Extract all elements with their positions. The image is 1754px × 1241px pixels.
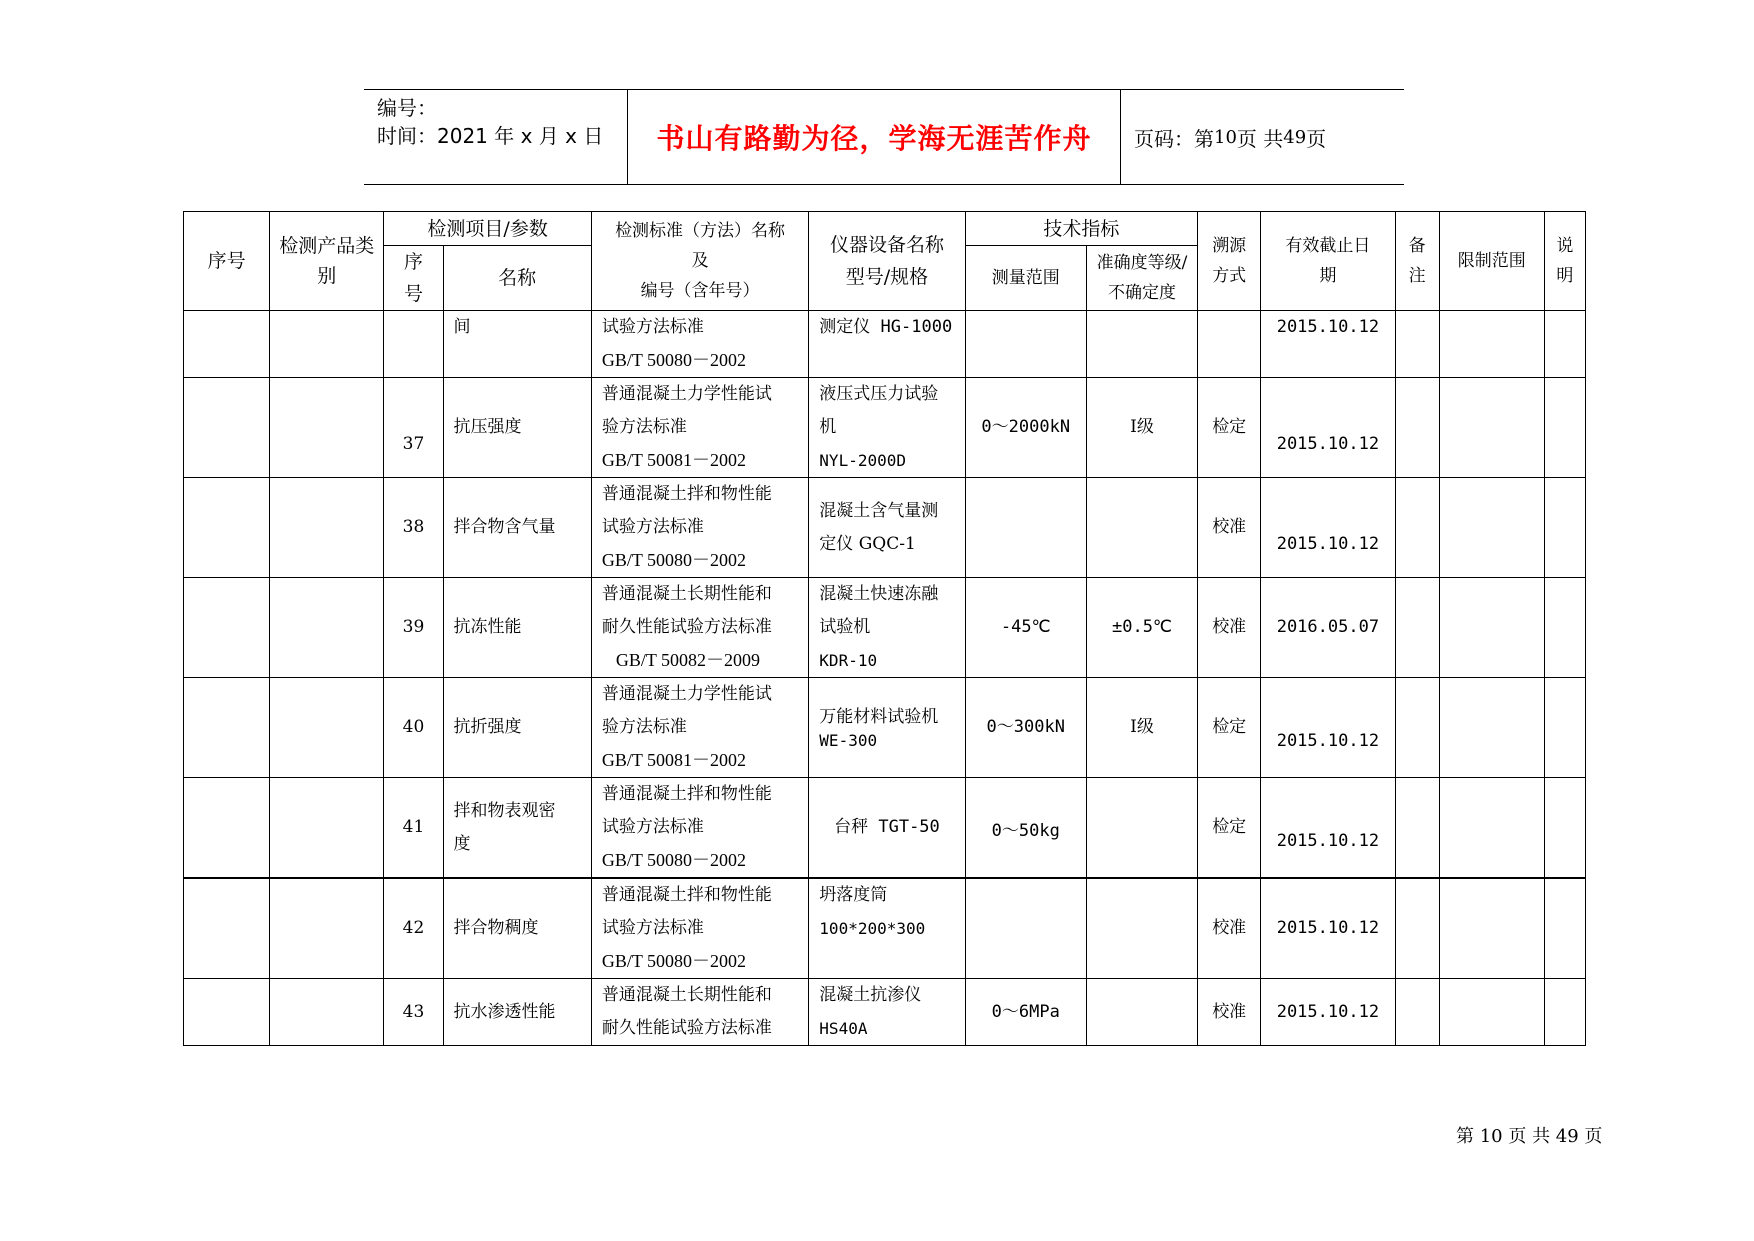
cell-date: 2015.10.12 bbox=[1261, 311, 1395, 378]
cell-accuracy bbox=[1086, 311, 1197, 378]
cell-explain bbox=[1544, 878, 1585, 979]
cell-item-no: 38 bbox=[384, 478, 443, 578]
standard-code: GB/T 50080－2002 bbox=[601, 850, 747, 870]
cell-limit bbox=[1439, 878, 1544, 979]
cell-range: 0～6MPa bbox=[965, 979, 1086, 1046]
table-row bbox=[184, 311, 1586, 378]
instrument-line: 万能材料试验机 bbox=[819, 706, 939, 727]
page-indicator bbox=[1121, 90, 1404, 184]
cell-note bbox=[1395, 578, 1439, 678]
standard-line: 验方法标准 bbox=[601, 417, 687, 437]
cell-instrument: 台秤 TGT-50 bbox=[809, 778, 965, 879]
standard-line: 普通混凝土拌和物性能 bbox=[601, 484, 772, 504]
cell-accuracy bbox=[1086, 979, 1197, 1046]
cell-instrument bbox=[809, 878, 965, 979]
col-header-standard bbox=[591, 212, 808, 311]
cell-standard bbox=[591, 311, 808, 378]
cell-trace: 校准 bbox=[1198, 478, 1261, 578]
cell-note bbox=[1395, 878, 1439, 979]
instrument-header-line1: 仪器设备名称 bbox=[829, 234, 944, 256]
col-header-tech: 技术指标 bbox=[965, 212, 1198, 246]
standard-line: 试验方法标准 bbox=[601, 317, 704, 337]
instrument-line: 测定仪 HG-1000 bbox=[819, 317, 953, 337]
table-row bbox=[184, 979, 1586, 1046]
standard-header-line2: 及 bbox=[691, 251, 709, 271]
col-header-seq: 序号 bbox=[184, 212, 270, 311]
standard-line: 普通混凝土力学性能试 bbox=[601, 684, 772, 704]
instrument-line: 混凝土含气量测 bbox=[819, 500, 939, 521]
document-header bbox=[364, 89, 1404, 185]
time-label: 时间：2021 年 x 月 x 日 bbox=[377, 124, 604, 148]
cell-date: 2015.10.12 bbox=[1261, 778, 1395, 879]
cell-note bbox=[1395, 979, 1439, 1046]
cell-standard bbox=[591, 678, 808, 778]
standard-code: GB/T 50080－2002 bbox=[601, 951, 747, 971]
cell-trace: 校准 bbox=[1198, 979, 1261, 1046]
instrument-line: 混凝土快速冻融 bbox=[819, 584, 939, 604]
col-header-instrument bbox=[809, 212, 965, 311]
cell-note bbox=[1395, 378, 1439, 478]
cell-range: 0～50kg bbox=[965, 778, 1086, 879]
cell-explain bbox=[1544, 478, 1585, 578]
cell-note bbox=[1395, 478, 1439, 578]
page-mid: 页 共 bbox=[1236, 126, 1284, 151]
page-total: 49 bbox=[1283, 126, 1307, 148]
standard-code: GB/T 50081－2002 bbox=[601, 750, 747, 770]
cell-range: -45℃ bbox=[965, 578, 1086, 678]
col-header-valid: 有效截止日期 bbox=[1261, 212, 1395, 311]
instrument-model: NYL-2000D bbox=[819, 451, 906, 470]
table-row bbox=[184, 578, 1586, 678]
cell-standard bbox=[591, 578, 808, 678]
cell-seq bbox=[184, 378, 270, 478]
cell-item-no: 39 bbox=[384, 578, 443, 678]
cell-standard bbox=[591, 979, 808, 1046]
cell-explain bbox=[1544, 378, 1585, 478]
cell-accuracy bbox=[1086, 478, 1197, 578]
cell-limit bbox=[1439, 678, 1544, 778]
standard-line: 验方法标准 bbox=[601, 717, 687, 737]
col-header-range: 测量范围 bbox=[965, 246, 1086, 311]
standard-line: 试验方法标准 bbox=[601, 817, 704, 837]
cell-category bbox=[270, 678, 384, 778]
standard-line: 普通混凝土拌和物性能 bbox=[601, 784, 772, 804]
cell-date: 2016.05.07 bbox=[1261, 578, 1395, 678]
standard-header-line3: 编号（含年号） bbox=[640, 281, 760, 301]
standard-code: GB/T 50082－2009 bbox=[615, 650, 761, 670]
instrument-model: WE-300 bbox=[819, 730, 878, 750]
cell-seq bbox=[184, 311, 270, 378]
cell-range: 0～300kN bbox=[965, 678, 1086, 778]
cell-seq bbox=[184, 478, 270, 578]
col-header-item-no: 序号 bbox=[384, 246, 443, 311]
cell-instrument bbox=[809, 578, 965, 678]
cell-category bbox=[270, 878, 384, 979]
cell-item-no: 37 bbox=[384, 378, 443, 478]
cell-standard bbox=[591, 778, 808, 879]
standard-line: 耐久性能试验方法标准 bbox=[601, 617, 772, 637]
header-meta bbox=[364, 90, 628, 184]
cell-item-name: 拌合物稠度 bbox=[443, 878, 591, 979]
cell-item-name: 抗水渗透性能 bbox=[443, 979, 591, 1046]
standard-code: GB/T 50081－2002 bbox=[601, 450, 747, 470]
cell-seq bbox=[184, 678, 270, 778]
col-header-accuracy: 准确度等级/不确定度 bbox=[1086, 246, 1197, 311]
standard-code: GB/T 50080－2002 bbox=[601, 550, 747, 570]
motto-text: 书山有路勤为径，学海无涯苦作舟 bbox=[628, 90, 1121, 184]
col-header-limit: 限制范围 bbox=[1439, 212, 1544, 311]
cell-explain bbox=[1544, 979, 1585, 1046]
instrument-model: HS40A bbox=[819, 1019, 868, 1038]
cell-category bbox=[270, 378, 384, 478]
cell-limit bbox=[1439, 311, 1544, 378]
col-header-item-name: 名称 bbox=[443, 246, 591, 311]
cell-accuracy: Ⅰ级 bbox=[1086, 378, 1197, 478]
table-row bbox=[184, 478, 1586, 578]
cell-trace: 检定 bbox=[1198, 678, 1261, 778]
cell-accuracy: Ⅰ级 bbox=[1086, 678, 1197, 778]
cell-limit bbox=[1439, 979, 1544, 1046]
instrument-line: 定仪 GQC-1 bbox=[819, 533, 916, 554]
cell-item-no: 40 bbox=[384, 678, 443, 778]
cell-standard bbox=[591, 478, 808, 578]
standard-line: 普通混凝土力学性能试 bbox=[601, 384, 772, 404]
instrument-header-line2: 型号/规格 bbox=[845, 266, 929, 288]
cell-item-no bbox=[384, 311, 443, 378]
cell-explain bbox=[1544, 778, 1585, 879]
cell-standard bbox=[591, 378, 808, 478]
standard-line: 普通混凝土长期性能和 bbox=[601, 584, 772, 604]
instrument-line: 液压式压力试验 bbox=[819, 384, 939, 404]
cell-range bbox=[965, 478, 1086, 578]
cell-instrument bbox=[809, 478, 965, 578]
cell-accuracy: ±0.5℃ bbox=[1086, 578, 1197, 678]
col-header-explain: 说明 bbox=[1544, 212, 1585, 311]
cell-category bbox=[270, 778, 384, 879]
cell-range bbox=[965, 311, 1086, 378]
cell-instrument bbox=[809, 311, 965, 378]
instrument-model: 100*200*300 bbox=[819, 919, 926, 938]
standard-header-line1: 检测标准（方法）名称 bbox=[615, 221, 786, 241]
cell-item-name: 抗折强度 bbox=[443, 678, 591, 778]
table-row bbox=[184, 678, 1586, 778]
cell-category bbox=[270, 979, 384, 1046]
cell-seq bbox=[184, 979, 270, 1046]
instrument-line: 混凝土抗渗仪 bbox=[819, 985, 922, 1005]
instrument-line: 试验机 bbox=[819, 617, 871, 637]
cell-instrument bbox=[809, 378, 965, 478]
standard-line: 试验方法标准 bbox=[601, 517, 704, 537]
cell-accuracy bbox=[1086, 778, 1197, 879]
cell-standard bbox=[591, 878, 808, 979]
cell-category bbox=[270, 311, 384, 378]
cell-date: 2015.10.12 bbox=[1261, 678, 1395, 778]
cell-instrument bbox=[809, 979, 965, 1046]
col-header-note: 备注 bbox=[1395, 212, 1439, 311]
table-row bbox=[184, 778, 1586, 879]
cell-accuracy bbox=[1086, 878, 1197, 979]
cell-trace: 检定 bbox=[1198, 378, 1261, 478]
cell-trace bbox=[1198, 311, 1261, 378]
cell-limit bbox=[1439, 578, 1544, 678]
cell-explain bbox=[1544, 311, 1585, 378]
cell-range bbox=[965, 878, 1086, 979]
cell-seq bbox=[184, 778, 270, 879]
instrument-line: 坍落度筒 bbox=[819, 885, 888, 905]
table-row bbox=[184, 378, 1586, 478]
cell-date: 2015.10.12 bbox=[1261, 878, 1395, 979]
cell-note bbox=[1395, 311, 1439, 378]
standard-line: 普通混凝土拌和物性能 bbox=[601, 885, 772, 905]
cell-limit bbox=[1439, 778, 1544, 879]
cell-item-name: 抗压强度 bbox=[443, 378, 591, 478]
cell-trace: 检定 bbox=[1198, 778, 1261, 879]
page-number: 10 bbox=[1214, 126, 1237, 148]
col-header-category: 检测产品类别 bbox=[270, 212, 384, 311]
cell-item-name: 抗冻性能 bbox=[443, 578, 591, 678]
page-footer: 第 10 页 共 49 页 bbox=[1456, 1126, 1603, 1147]
cell-date: 2015.10.12 bbox=[1261, 478, 1395, 578]
standard-line: 普通混凝土长期性能和 bbox=[601, 985, 772, 1005]
cell-limit bbox=[1439, 478, 1544, 578]
instrument-model: KDR-10 bbox=[819, 651, 878, 670]
cell-item-name: 间 bbox=[443, 311, 591, 378]
cell-trace: 校准 bbox=[1198, 878, 1261, 979]
col-header-trace: 溯源方式 bbox=[1198, 212, 1261, 311]
serial-label: 编号： bbox=[377, 96, 437, 120]
cell-seq bbox=[184, 578, 270, 678]
cell-note bbox=[1395, 778, 1439, 879]
page-suffix: 页 bbox=[1306, 126, 1327, 151]
instrument-line: 机 bbox=[819, 417, 837, 437]
cell-date: 2015.10.12 bbox=[1261, 979, 1395, 1046]
cell-seq bbox=[184, 878, 270, 979]
cell-range: 0～2000kN bbox=[965, 378, 1086, 478]
table-row bbox=[184, 878, 1586, 979]
cell-item-name: 拌和物表观密度 bbox=[443, 778, 591, 879]
page-prefix: 页码：第 bbox=[1134, 126, 1214, 151]
col-header-item-group: 检测项目/参数 bbox=[384, 212, 591, 246]
cell-item-no: 42 bbox=[384, 878, 443, 979]
cell-date: 2015.10.12 bbox=[1261, 378, 1395, 478]
standard-code: GB/T 50080－2002 bbox=[601, 350, 747, 370]
cell-limit bbox=[1439, 378, 1544, 478]
cell-trace: 校准 bbox=[1198, 578, 1261, 678]
cell-category bbox=[270, 478, 384, 578]
standard-line: 试验方法标准 bbox=[601, 918, 704, 938]
cell-explain bbox=[1544, 678, 1585, 778]
cell-note bbox=[1395, 678, 1439, 778]
standard-line: 耐久性能试验方法标准 bbox=[601, 1018, 772, 1038]
cell-category bbox=[270, 578, 384, 678]
cell-item-no: 43 bbox=[384, 979, 443, 1046]
inspection-table bbox=[183, 211, 1586, 1046]
cell-item-name: 拌合物含气量 bbox=[443, 478, 591, 578]
cell-item-no: 41 bbox=[384, 778, 443, 879]
cell-explain bbox=[1544, 578, 1585, 678]
cell-instrument bbox=[809, 678, 965, 778]
